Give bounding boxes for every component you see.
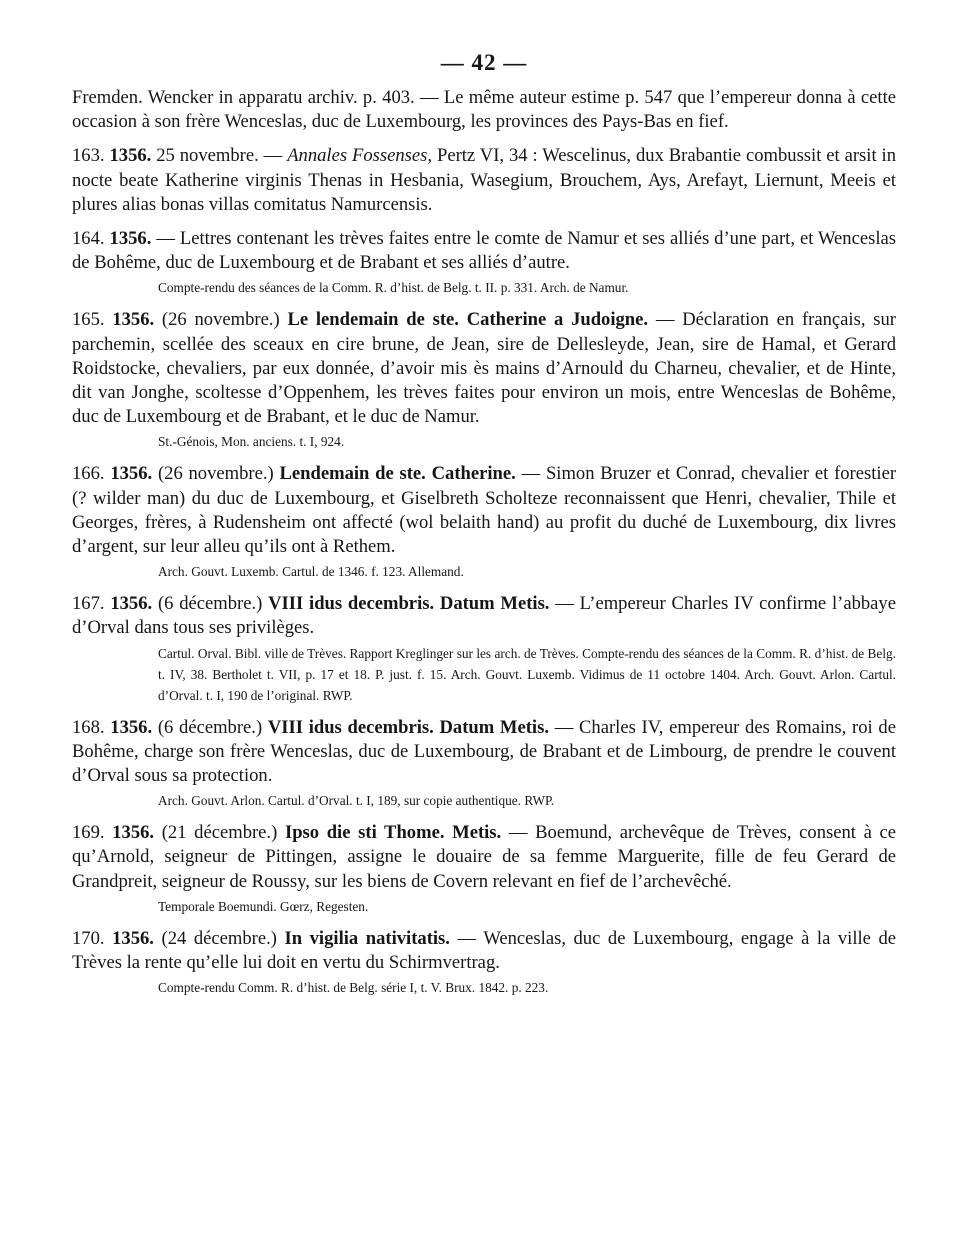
entry-168 bbox=[72, 716, 896, 812]
entry-number: 164. bbox=[72, 228, 105, 250]
entry-dash: — bbox=[457, 927, 477, 949]
entry-166 bbox=[72, 462, 896, 582]
page-number: — 42 — bbox=[440, 50, 528, 75]
entry-date: (24 décembre.) bbox=[161, 927, 277, 949]
entry-year: 1356. bbox=[112, 309, 155, 331]
entries-list bbox=[72, 86, 896, 998]
entry-body: Fremden. Wencker in apparatu archiv. p. 403. — Le même auteur estime p. 547 que l’empereur donna à cette occasion à son frère Wenceslas, duc de Luxembourg, les provinces des Pays-Bas en fief. bbox=[72, 87, 896, 133]
entry-body: Charles IV, empereur des Romains, roi de Bohême, charge son frère Wenceslas, duc de Luxembourg, de Brabant et de Limbourg, de prendre le couvent d’Orval sous sa protection. bbox=[72, 716, 896, 787]
entry-year: 1356. bbox=[110, 593, 153, 615]
entry-year: 1356. bbox=[109, 228, 152, 250]
entry-text bbox=[72, 308, 896, 429]
entry-167 bbox=[72, 592, 896, 705]
entry-number: 167. bbox=[72, 593, 105, 615]
entry-heading: Lendemain de ste. Catherine. bbox=[279, 463, 516, 485]
entry-source: Compte-rendu Comm. R. d’hist. de Belg. série I, t. V. Brux. 1842. p. 223. bbox=[158, 980, 549, 996]
entry-text bbox=[72, 821, 896, 894]
entry-year: 1356. bbox=[110, 463, 153, 485]
entry-164 bbox=[72, 227, 896, 298]
entry-source: Arch. Gouvt. Luxemb. Cartul. de 1346. f. 123. Allemand. bbox=[158, 564, 464, 580]
entry-169 bbox=[72, 821, 896, 917]
entry-date: (6 décembre.) bbox=[157, 716, 263, 738]
entry-dash: — bbox=[555, 593, 574, 615]
entry-date: 25 novembre. bbox=[156, 145, 259, 167]
entry-dash: — bbox=[508, 822, 528, 844]
entry-number: 166. bbox=[72, 463, 105, 485]
entry-number: 168. bbox=[72, 716, 105, 738]
entry-dash: — bbox=[554, 716, 574, 738]
entry-number: 163. bbox=[72, 145, 105, 167]
entry-source: Arch. Gouvt. Arlon. Cartul. d’Orval. t. I, 189, sur copie authentique. RWP. bbox=[158, 793, 555, 809]
entry-date: (6 décembre.) bbox=[157, 593, 263, 615]
entry-number: 165. bbox=[72, 309, 105, 331]
entry-heading: VIII idus decembris. Datum Metis. bbox=[267, 716, 549, 738]
entry-text bbox=[72, 927, 896, 975]
entry-heading: Le lendemain de ste. Catherine a Judoigne. bbox=[287, 309, 649, 331]
entry-year: 1356. bbox=[109, 145, 152, 167]
entry-165 bbox=[72, 308, 896, 452]
entry-dash: — bbox=[521, 463, 541, 485]
entry-heading: Ipso die sti Thome. Metis. bbox=[284, 822, 502, 844]
entry-163 bbox=[72, 144, 896, 217]
entry-body: Wenceslas, duc de Luxembourg, engage à la ville de Trèves la rente qu’elle lui doit en vertu du Schirmvertrag. bbox=[72, 927, 897, 974]
entry-date: (26 novembre.) bbox=[157, 463, 274, 485]
entry-number: 170. bbox=[72, 927, 105, 949]
entry-year: 1356. bbox=[112, 927, 154, 949]
entry-date: (21 décembre.) bbox=[161, 822, 278, 844]
entry-dash: — bbox=[263, 145, 283, 167]
entry-body: Lettres contenant les trèves faites entre le comte de Namur et ses alliés d’une part, et Wenceslas de Bohême, duc de Luxembourg et de Brabant et ses alliés d’autre. bbox=[72, 228, 896, 274]
entry-dash: — bbox=[156, 228, 175, 250]
entry-source: Compte-rendu des séances de la Comm. R. d’hist. de Belg. t. II. p. 331. Arch. de Namur. bbox=[158, 280, 629, 296]
entry-year: 1356. bbox=[110, 716, 153, 738]
entry-date: (26 novembre.) bbox=[161, 309, 280, 331]
entry-text bbox=[72, 227, 896, 275]
entry-text bbox=[72, 716, 896, 789]
entry-italic-ref: Annales Fossenses, bbox=[287, 145, 433, 167]
entry-heading: In vigilia nativitatis. bbox=[284, 927, 450, 949]
entry-year: 1356. bbox=[112, 822, 155, 844]
entry-source: Temporale Boemundi. Gœrz, Regesten. bbox=[158, 898, 369, 914]
entry-text bbox=[72, 144, 896, 217]
entry-heading: VIII idus decembris. Datum Metis. bbox=[268, 593, 550, 615]
entry-body: Pertz VI, 34 : Wescelinus, dux Brabantie combussit et arsit in nocte beate Katherine virginis Thenas in Hesbania, Wasegium, Brouchem, Ays, Arefayt, Liernunt, Meeis et plures alias bonas villas comitatus Namurcensis. bbox=[72, 145, 897, 215]
entry-170 bbox=[72, 927, 896, 998]
entry-source: Cartul. Orval. Bibl. ville de Trèves. Rapport Kreglinger sur les arch. de Trèves. Compte-rendu des séances de la Comm. R. d’hist. de Belg. t. IV, 38. Bertholet t. VII, p. 17 et 18. P. just. f. 15. Arch. Gouvt. Luxemb. Vidimus de 11 octobre 1404. Arch. Gouvt. Arlon. Cartul. d’Orval. t. I, 190 de l’original. RWP. bbox=[158, 645, 896, 703]
entry-body: Déclaration en français, sur parchemin, scellée des sceaux en cire brune, de Jean, sire de Dellesleyde, Jean, sire de Hamal, et Gerard Roidstocke, chevaliers, par eux donnée, d’avoir mis ès mains d’Arnould du Charneu, chevalier, et de Hinte, dit van Jonghe, scoltesse d’Oppenhem, les trèves faites pour environ un mois, entre Wenceslas de Bohême, duc de Luxembourg et de Brabant, et le duc de Namur. bbox=[72, 309, 896, 428]
entry-number: 169. bbox=[72, 822, 105, 844]
entry-cont bbox=[72, 86, 896, 134]
entry-body: Boemund, archevêque de Trèves, consent à ce qu’Arnold, seigneur de Pittingen, assigne le douaire de sa femme Marguerite, fille de feu Gerard de Grandpreit, seigneur de Roussy, sur les biens de Covern relevant en fief de l’archevêché. bbox=[72, 822, 897, 892]
entry-body: Simon Bruzer et Conrad, chevalier et forestier (? wilder man) du duc de Luxembourg, et Giselbreth Scholteze reconnaissent que Henri, chevalier, Thile et Georges, frères, à Rudensheim ont affecté (wol belaith hand) au profit du duché de Luxembourg, dix livres d’argent, sur leur alleu qu’ils ont à Rethem. bbox=[72, 463, 897, 558]
entry-body: L’empereur Charles IV confirme l’abbaye d’Orval dans tous ses privilèges. bbox=[72, 593, 896, 639]
entry-text bbox=[72, 462, 896, 559]
entry-text bbox=[72, 86, 896, 134]
entry-source: St.-Génois, Mon. anciens. t. I, 924. bbox=[158, 434, 345, 450]
entry-text bbox=[72, 592, 896, 640]
entry-dash: — bbox=[655, 309, 675, 331]
